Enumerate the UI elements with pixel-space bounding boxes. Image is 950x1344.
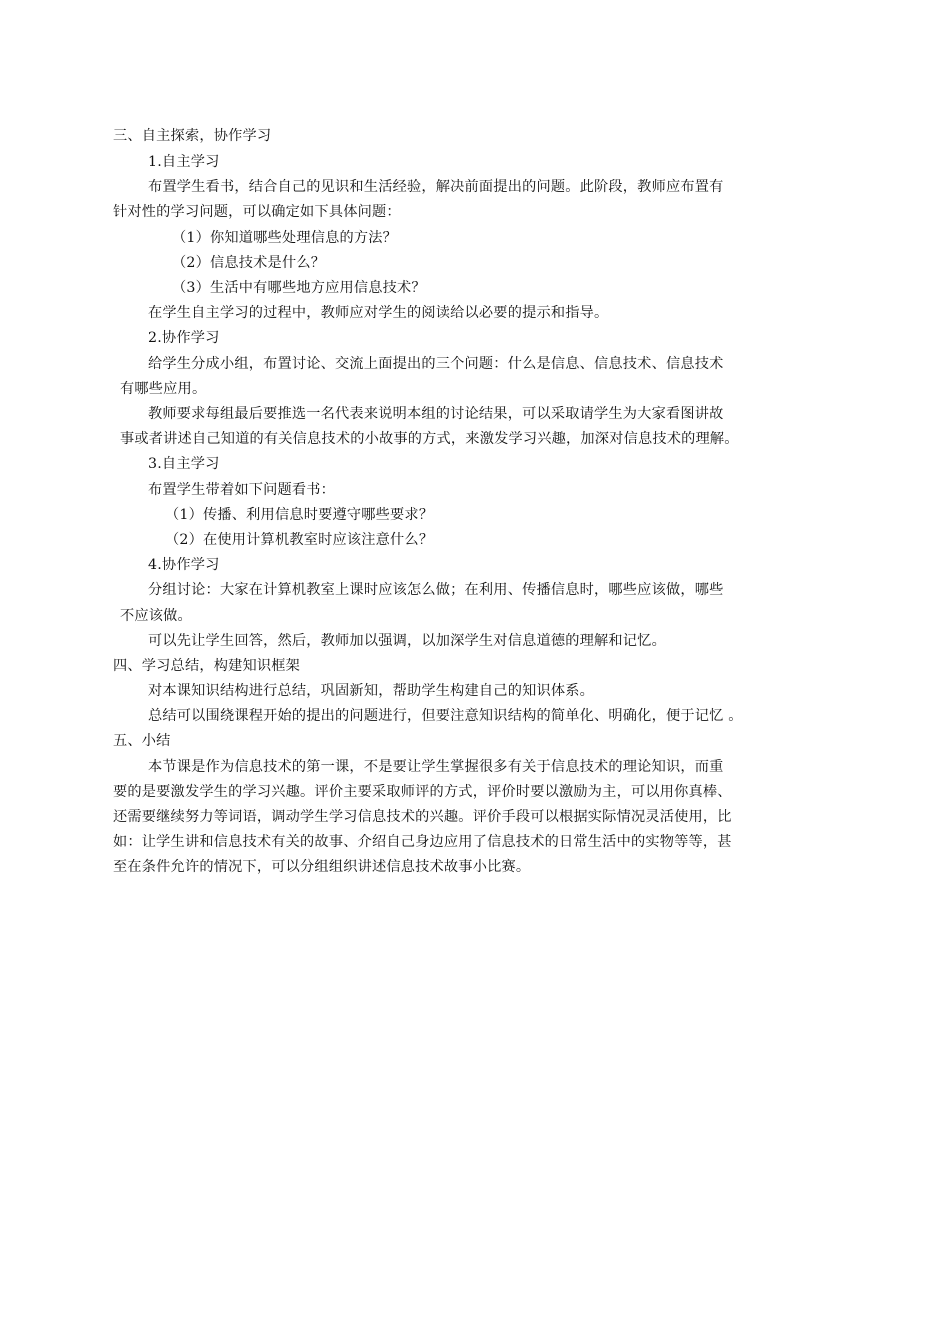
- paragraph-line: 布置学生带着如下问题看书：: [148, 482, 336, 498]
- paragraph-line: 给学生分成小组，布置讨论、交流上面提出的三个问题：什么是信息、信息技术、信息技术: [148, 356, 724, 372]
- subheading-self-study-1: 1.自主学习: [148, 154, 220, 170]
- paragraph-line: 在学生自主学习的过程中，教师应对学生的阅读给以必要的提示和指导。: [148, 305, 609, 321]
- paragraph-line: 针对性的学习问题，可以确定如下具体问题：: [113, 204, 401, 220]
- subheading-self-study-3: 3.自主学习: [148, 456, 220, 472]
- section-heading-5: 五、小结: [113, 733, 171, 749]
- subheading-collab-2: 2.协作学习: [148, 330, 220, 346]
- paragraph-line: 分组讨论：大家在计算机教室上课时应该怎么做；在利用、传播信息时，哪些应该做，哪些: [148, 582, 724, 598]
- section-heading-3: 三、自主探索，协作学习: [113, 128, 272, 144]
- paragraph-line: 总结可以围绕课程开始的提出的问题进行，但要注意知识结构的简单化、明确化，便于记忆 。: [148, 708, 743, 724]
- paragraph-line: 教师要求每组最后要推选一名代表来说明本组的讨论结果，可以采取请学生为大家看图讲故: [148, 406, 724, 422]
- section-heading-4: 四、学习总结，构建知识框架: [113, 658, 301, 674]
- question-item: （2）在使用计算机教室时应该注意什么？: [165, 532, 434, 548]
- paragraph-line: 要的是要激发学生的学习兴趣。评价主要采取师评的方式，评价时要以激励为主，可以用你真棒、: [113, 784, 732, 800]
- paragraph-line: 有哪些应用。: [120, 381, 207, 397]
- question-item: （2）信息技术是什么？: [172, 255, 326, 271]
- paragraph-line: 如：让学生讲和信息技术有关的故事、介绍自己身边应用了信息技术的日常生活中的实物等等，甚: [113, 834, 732, 850]
- paragraph-line: 本节课是作为信息技术的第一课，不是要让学生掌握很多有关于信息技术的理论知识，而重: [148, 759, 724, 775]
- subheading-collab-4: 4.协作学习: [148, 557, 220, 573]
- question-item: （1）你知道哪些处理信息的方法？: [172, 230, 398, 246]
- paragraph-line: 对本课知识结构进行总结，巩固新知，帮助学生构建自己的知识体系。: [148, 683, 595, 699]
- paragraph-line: 布置学生看书，结合自己的见识和生活经验，解决前面提出的问题。此阶段，教师应布置有: [148, 179, 724, 195]
- paragraph-line: 事或者讲述自己知道的有关信息技术的小故事的方式，来激发学习兴趣，加深对信息技术的理解。: [120, 431, 739, 447]
- question-item: （3）生活中有哪些地方应用信息技术？: [172, 280, 426, 296]
- question-item: （1）传播、利用信息时要遵守哪些要求？: [165, 507, 434, 523]
- paragraph-line: 至在条件允许的情况下，可以分组组织讲述信息技术故事小比赛。: [113, 859, 531, 875]
- paragraph-line: 不应该做。: [120, 608, 192, 624]
- paragraph-line: 可以先让学生回答，然后，教师加以强调，以加深学生对信息道德的理解和记忆。: [148, 633, 666, 649]
- paragraph-line: 还需要继续努力等词语，调动学生学习信息技术的兴趣。评价手段可以根据实际情况灵活使用，比: [113, 809, 732, 825]
